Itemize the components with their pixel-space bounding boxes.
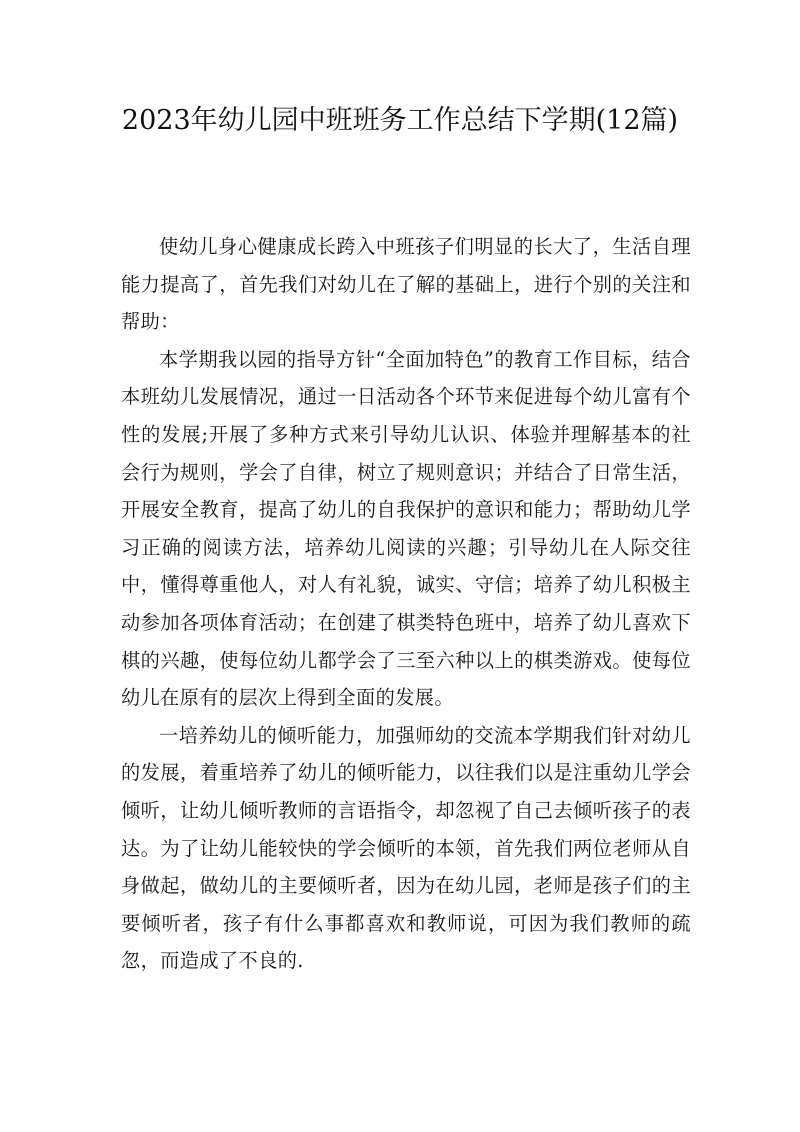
paragraph-3: 一培养幼儿的倾听能力，加强师幼的交流本学期我们针对幼儿的发展，着重培养了幼儿的倾听能力，以往我们以是注重幼儿学会倾听，让幼儿倾听教师的言语指令，却忽视了自己去倾听孩子的表达。为了让幼儿能较快的学会倾听的本领，首先我们两位老师从自身做起，做幼儿的主要倾听者，因为在幼儿园，老师是孩子们的主要倾听者，孩子有什么事都喜欢和教师说，可因为我们教师的疏忽，而造成了不良的. (121, 723, 691, 973)
paragraph-1: 使幼儿身心健康成长跨入中班孩子们明显的长大了，生活自理能力提高了，首先我们对幼儿在了解的基础上，进行个别的关注和帮助： (121, 235, 691, 334)
document-body (121, 228, 691, 980)
document-title: 2023年幼儿园中班班务工作总结下学期(12篇) (121, 105, 679, 136)
paragraph-2: 本学期我以园的指导方针“全面加特色”的教育工作目标，结合本班幼儿发展情况，通过一日活动各个环节来促进每个幼儿富有个性的发展;开展了多种方式来引导幼儿认识、体验并理解基本的社会行为规则，学会了自律，树立了规则意识；并结合了日常生活，开展安全教育，提高了幼儿的自我保护的意识和能力；帮助幼儿学习正确的阅读方法，培养幼儿阅读的兴趣；引导幼儿在人际交往中，懂得尊重他人，对人有礼貌，诚实、守信；培养了幼儿积极主动参加各项体育活动；在创建了棋类特色班中，培养了幼儿喜欢下棋的兴趣，使每位幼儿都学会了三至六种以上的棋类游戏。使每位幼儿在原有的层次上得到全面的发展。 (121, 347, 691, 710)
